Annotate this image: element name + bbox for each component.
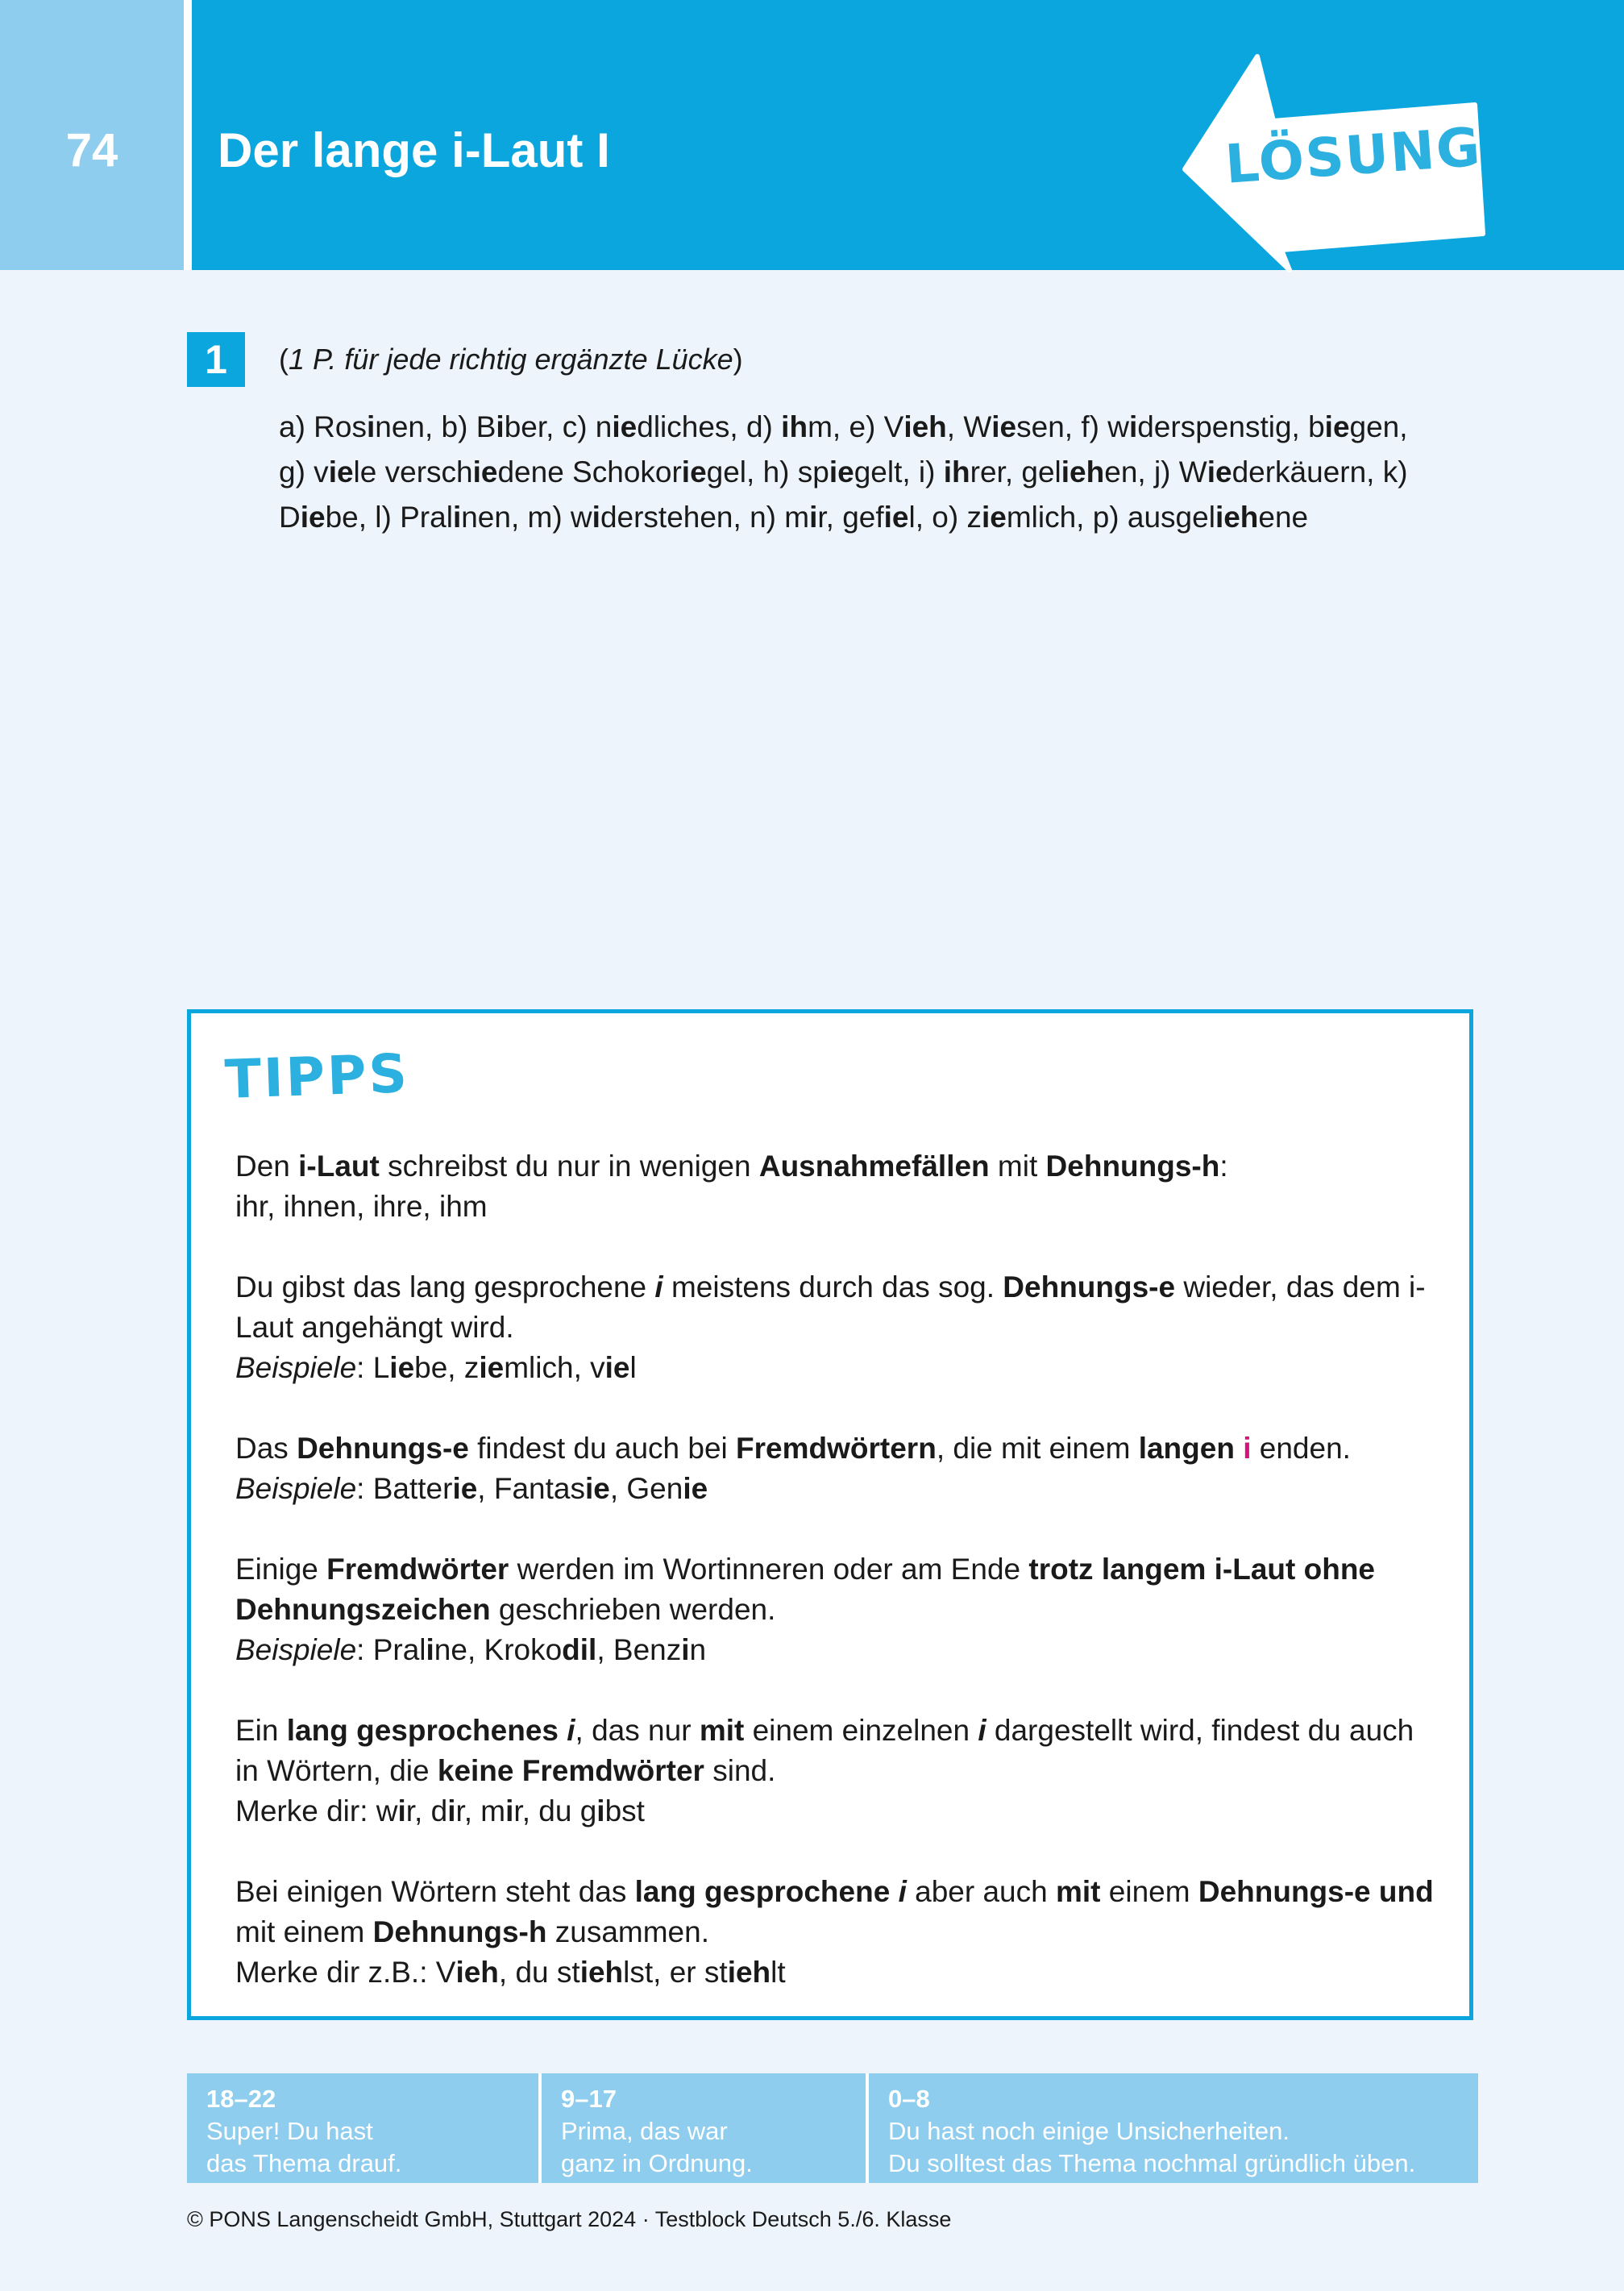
text-segment: m, e) V bbox=[808, 410, 904, 443]
rating-range: 9–17 bbox=[561, 2085, 617, 2113]
text-segment: Merke dir: w bbox=[235, 1794, 398, 1827]
text-segment: Das bbox=[235, 1432, 297, 1465]
text-segment: en, j) W bbox=[1104, 455, 1207, 489]
text-segment: lst, er st bbox=[623, 1956, 728, 1989]
text-segment: i bbox=[898, 1875, 907, 1908]
text-segment: nen, m) w bbox=[461, 501, 592, 534]
header-divider bbox=[184, 0, 192, 270]
text-segment: Fremdwörter bbox=[326, 1553, 509, 1586]
text-segment: i bbox=[496, 410, 505, 443]
text-segment: sind. bbox=[704, 1754, 776, 1787]
rating-cell bbox=[542, 2073, 869, 2183]
text-segment: bst bbox=[604, 1794, 645, 1827]
tip-line bbox=[235, 1630, 1444, 1670]
text-segment: i-Laut bbox=[298, 1150, 380, 1183]
text-segment: ihr, ihnen, ihre, ihm bbox=[235, 1190, 488, 1223]
text-segment: ieh bbox=[903, 410, 947, 443]
text-segment: mit einem bbox=[235, 1915, 373, 1948]
text-segment: mlich, p) ausgel bbox=[1006, 501, 1215, 534]
text-segment: ie bbox=[604, 1351, 630, 1384]
text-segment: ih bbox=[781, 410, 808, 443]
text-segment: derspenstig, b bbox=[1137, 410, 1325, 443]
text-segment: Den bbox=[235, 1150, 299, 1183]
text-segment: keine Fremdwörter bbox=[437, 1754, 704, 1787]
text-segment: Merke dir z.B.: V bbox=[235, 1956, 456, 1989]
text-segment: i bbox=[426, 1633, 434, 1666]
text-segment: derkäuern, k) D bbox=[279, 455, 1408, 534]
text-segment: , W bbox=[946, 410, 992, 443]
text-segment: ie bbox=[1324, 410, 1350, 443]
text-segment bbox=[1235, 1432, 1243, 1465]
text-segment: r, gef bbox=[817, 501, 884, 534]
text-segment: lt bbox=[770, 1956, 786, 1989]
page-number: 74 bbox=[65, 124, 118, 177]
tip-line bbox=[235, 1267, 1444, 1348]
text-segment: dliches, d) bbox=[637, 410, 782, 443]
text-segment: , Fantas bbox=[477, 1472, 585, 1505]
text-segment: trotz langem i-Laut ohne Dehnungszeichen bbox=[235, 1553, 1375, 1626]
text-segment: , du st bbox=[498, 1956, 580, 1989]
text-segment: aber auch bbox=[906, 1875, 1056, 1908]
text-segment: mit bbox=[989, 1150, 1046, 1183]
text-segment: ieh bbox=[727, 1956, 771, 1989]
text-segment: be, z bbox=[414, 1351, 480, 1384]
tip-line bbox=[235, 1711, 1444, 1791]
text-segment: Dehnungs-e bbox=[297, 1432, 469, 1465]
tip-paragraph bbox=[235, 1267, 1444, 1388]
text-segment: : bbox=[1219, 1150, 1228, 1183]
text-segment: ie bbox=[1207, 455, 1232, 489]
text-segment: lang gesprochene bbox=[634, 1875, 899, 1908]
text-segment: i bbox=[681, 1633, 690, 1666]
text-segment: i bbox=[592, 501, 600, 534]
text-segment: : Pral bbox=[356, 1633, 426, 1666]
text-segment: l bbox=[629, 1351, 637, 1384]
text-segment: ie bbox=[389, 1351, 415, 1384]
text-segment: Bei einigen Wörtern steht das bbox=[235, 1875, 635, 1908]
text-segment: ie bbox=[883, 501, 909, 534]
text-segment: Ausnahmefällen bbox=[758, 1150, 990, 1183]
text-segment: i bbox=[654, 1270, 663, 1304]
tip-line bbox=[235, 1872, 1444, 1952]
text-segment: ie bbox=[683, 1472, 708, 1505]
score-rating-bar bbox=[187, 2073, 1478, 2183]
rating-text: das Thema drauf. bbox=[206, 2149, 402, 2177]
text-segment: enden. bbox=[1251, 1432, 1351, 1465]
text-segment: ie bbox=[991, 410, 1017, 443]
text-segment: Fremdwörtern bbox=[736, 1432, 937, 1465]
text-segment: ne, Kroko bbox=[434, 1633, 563, 1666]
rating-text: Du solltest das Thema nochmal gründlich üben. bbox=[888, 2149, 1416, 2177]
text-segment: geschrieben werden. bbox=[490, 1593, 776, 1626]
text-segment: r, du g bbox=[513, 1794, 597, 1827]
rating-cell bbox=[187, 2073, 542, 2183]
text-segment: ie bbox=[452, 1472, 478, 1505]
text-segment: Beispiele bbox=[235, 1472, 357, 1505]
tip-line bbox=[235, 1469, 1444, 1509]
text-segment: langen bbox=[1138, 1432, 1235, 1465]
text-segment: dene Schokor bbox=[497, 455, 682, 489]
text-segment: , Benz bbox=[596, 1633, 682, 1666]
text-segment: l, o) z bbox=[908, 501, 982, 534]
text-segment: i bbox=[809, 501, 818, 534]
text-segment: , die mit einem bbox=[936, 1432, 1139, 1465]
text-segment: r, d bbox=[405, 1794, 448, 1827]
text-segment: findest du auch bei bbox=[468, 1432, 737, 1465]
text-segment: Einige bbox=[235, 1553, 327, 1586]
rating-text: Du hast noch einige Unsicherheiten. bbox=[888, 2117, 1290, 2145]
text-segment: : Batter bbox=[356, 1472, 453, 1505]
text-segment: gel, h) sp bbox=[706, 455, 829, 489]
tip-paragraph bbox=[235, 1711, 1444, 1832]
tipps-body bbox=[235, 1146, 1444, 2033]
page-title: Der lange i-Laut I bbox=[218, 123, 610, 177]
tip-line bbox=[235, 1146, 1444, 1187]
text-segment: n bbox=[689, 1633, 707, 1666]
text-segment: Dehnungs-h bbox=[1045, 1150, 1220, 1183]
text-segment: , das nur bbox=[575, 1714, 700, 1747]
tipps-heading: TIPPS bbox=[223, 1042, 411, 1111]
task-scoring-note bbox=[279, 339, 743, 380]
text-segment: lang gesprochenes bbox=[286, 1714, 567, 1747]
text-segment: Du gibst das lang gesprochene bbox=[235, 1270, 655, 1304]
text-segment: ie bbox=[612, 410, 638, 443]
text-segment: nen, b) B bbox=[375, 410, 496, 443]
task-number: 1 bbox=[187, 332, 245, 387]
rating-text: ganz in Ordnung. bbox=[561, 2149, 753, 2177]
text-segment: dargestellt wird, findest du auch in Wörtern, die bbox=[235, 1714, 1414, 1787]
tip-line bbox=[235, 1348, 1444, 1388]
text-segment: r, m bbox=[455, 1794, 506, 1827]
text-segment: ie bbox=[328, 455, 354, 489]
text-segment: ie bbox=[479, 1351, 505, 1384]
text-segment: i bbox=[452, 501, 462, 534]
text-segment: i bbox=[567, 1714, 575, 1747]
text-segment: i bbox=[447, 1794, 456, 1827]
text-segment: werden im Wortinneren oder am Ende bbox=[509, 1553, 1029, 1586]
page-header bbox=[0, 0, 1624, 270]
tip-paragraph bbox=[235, 1549, 1444, 1670]
text-segment: ber, c) n bbox=[504, 410, 613, 443]
text-segment: ie bbox=[472, 455, 498, 489]
text-segment: dil bbox=[562, 1633, 597, 1666]
text-segment: ene bbox=[1258, 501, 1309, 534]
rating-cell bbox=[869, 2073, 1478, 2183]
text-segment: mit bbox=[699, 1714, 745, 1747]
loesung-badge bbox=[1177, 48, 1491, 274]
text-segment: ieh bbox=[579, 1956, 624, 1989]
text-segment: gelt, i) bbox=[854, 455, 944, 489]
text-segment: schreibst du nur in wenigen bbox=[379, 1150, 759, 1183]
tip-paragraph bbox=[235, 1146, 1444, 1227]
text-segment: i bbox=[978, 1714, 986, 1747]
text-segment: zusammen. bbox=[546, 1915, 709, 1948]
text-segment: ie bbox=[584, 1472, 610, 1505]
tip-line bbox=[235, 1187, 1444, 1227]
text-segment: a) Ros bbox=[279, 410, 367, 443]
rating-text: Super! Du hast bbox=[206, 2117, 373, 2145]
text-segment: ieh bbox=[1061, 455, 1105, 489]
tip-line bbox=[235, 1428, 1444, 1469]
text-segment: i bbox=[397, 1794, 406, 1827]
answer-text bbox=[279, 405, 1423, 540]
text-segment: ie bbox=[829, 455, 854, 489]
note-close: ) bbox=[733, 343, 743, 376]
text-segment: wieder, das dem i-Laut angehängt wird. bbox=[235, 1270, 1426, 1344]
text-segment: einem einzelnen bbox=[744, 1714, 978, 1747]
rating-range: 18–22 bbox=[206, 2085, 276, 2113]
text-segment: mlich, v bbox=[504, 1351, 605, 1384]
text-segment: Beispiele bbox=[235, 1633, 357, 1666]
tip-line bbox=[235, 1952, 1444, 1993]
badge-label: LÖSUNG bbox=[1223, 115, 1484, 196]
text-segment: Dehnungs-h bbox=[372, 1915, 547, 1948]
text-segment: gen, g) v bbox=[279, 410, 1408, 489]
text-segment: be, l) Pral bbox=[325, 501, 453, 534]
text-segment: ie bbox=[300, 501, 326, 534]
text-segment: ieh bbox=[455, 1956, 499, 1989]
text-segment: ie bbox=[681, 455, 707, 489]
tip-paragraph bbox=[235, 1872, 1444, 1993]
text-segment: Beispiele bbox=[235, 1351, 357, 1384]
text-segment: ih bbox=[943, 455, 970, 489]
text-segment: Dehnungs-e bbox=[1003, 1270, 1176, 1304]
text-segment: einem bbox=[1100, 1875, 1198, 1908]
copyright-footer: © PONS Langenscheidt GmbH, Stuttgart 2024 · Testblock Deutsch 5./6. Klasse bbox=[187, 2207, 952, 2231]
text-segment: i bbox=[596, 1794, 605, 1827]
text-segment: : L bbox=[356, 1351, 390, 1384]
text-segment: ieh bbox=[1215, 501, 1259, 534]
text-segment: i bbox=[1128, 410, 1138, 443]
note-text: 1 P. für jede richtig ergänzte Lücke bbox=[289, 343, 733, 376]
text-segment: Ein bbox=[235, 1714, 287, 1747]
text-segment: derstehen, n) m bbox=[600, 501, 810, 534]
tip-paragraph bbox=[235, 1428, 1444, 1509]
text-segment: Dehnungs-e und bbox=[1198, 1875, 1434, 1908]
text-segment: i bbox=[1243, 1432, 1252, 1465]
note-open: ( bbox=[279, 343, 289, 376]
rating-text: Prima, das war bbox=[561, 2117, 728, 2145]
text-segment: sen, f) w bbox=[1016, 410, 1129, 443]
text-segment: rer, gel bbox=[970, 455, 1061, 489]
text-segment: mit bbox=[1056, 1875, 1101, 1908]
tip-line bbox=[235, 1791, 1444, 1832]
text-segment: , Gen bbox=[609, 1472, 683, 1505]
text-segment: le versch bbox=[353, 455, 473, 489]
tip-line bbox=[235, 1549, 1444, 1630]
tipps-box bbox=[187, 1009, 1473, 2020]
text-segment: ie bbox=[981, 501, 1007, 534]
text-segment: meistens durch das sog. bbox=[662, 1270, 1003, 1304]
text-segment: i bbox=[366, 410, 376, 443]
text-segment: i bbox=[505, 1794, 514, 1827]
rating-range: 0–8 bbox=[888, 2085, 930, 2113]
